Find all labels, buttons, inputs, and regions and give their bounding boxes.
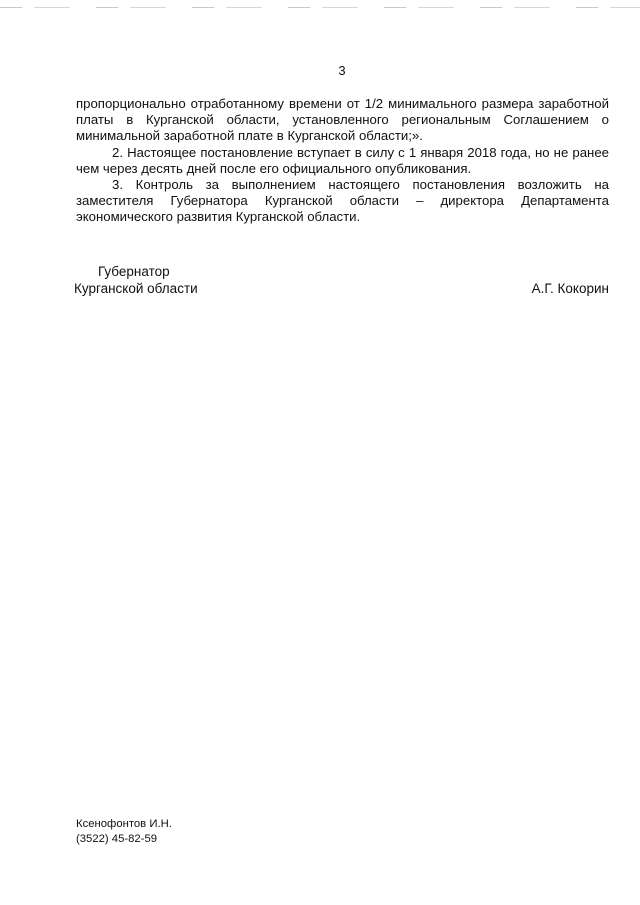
document-body (76, 96, 609, 226)
executor-info (76, 817, 172, 846)
signature-role-region: Курганской области (74, 280, 198, 296)
page-number: 3 (338, 63, 346, 78)
signature-role-title: Губернатор (98, 264, 170, 279)
signature-name: А.Г. Кокорин (531, 281, 609, 296)
executor-phone: (3522) 45-82-59 (76, 832, 158, 845)
executor-name: Ксенофонтов И.Н. (76, 818, 172, 830)
scan-artifact-line (0, 7, 640, 8)
signature-role (74, 264, 198, 297)
paragraph-continuation: пропорционально отработанному времени от 1/2 минимального размера заработной платы в Курганской области, установленного региональным Соглашением о минимальной заработной плате в Курганской области;». (76, 96, 609, 144)
paragraph-control: 3. Контроль за выполнением настоящего постановления возложить на заместителя Губернатора Курганской области – директора Департамента экономического развития Курганской области. (76, 177, 609, 225)
paragraph-effective-date: 2. Настоящее постановление вступает в силу с 1 января 2018 года, но не ранее чем через десять дней после его официального опубликования. (76, 144, 609, 176)
